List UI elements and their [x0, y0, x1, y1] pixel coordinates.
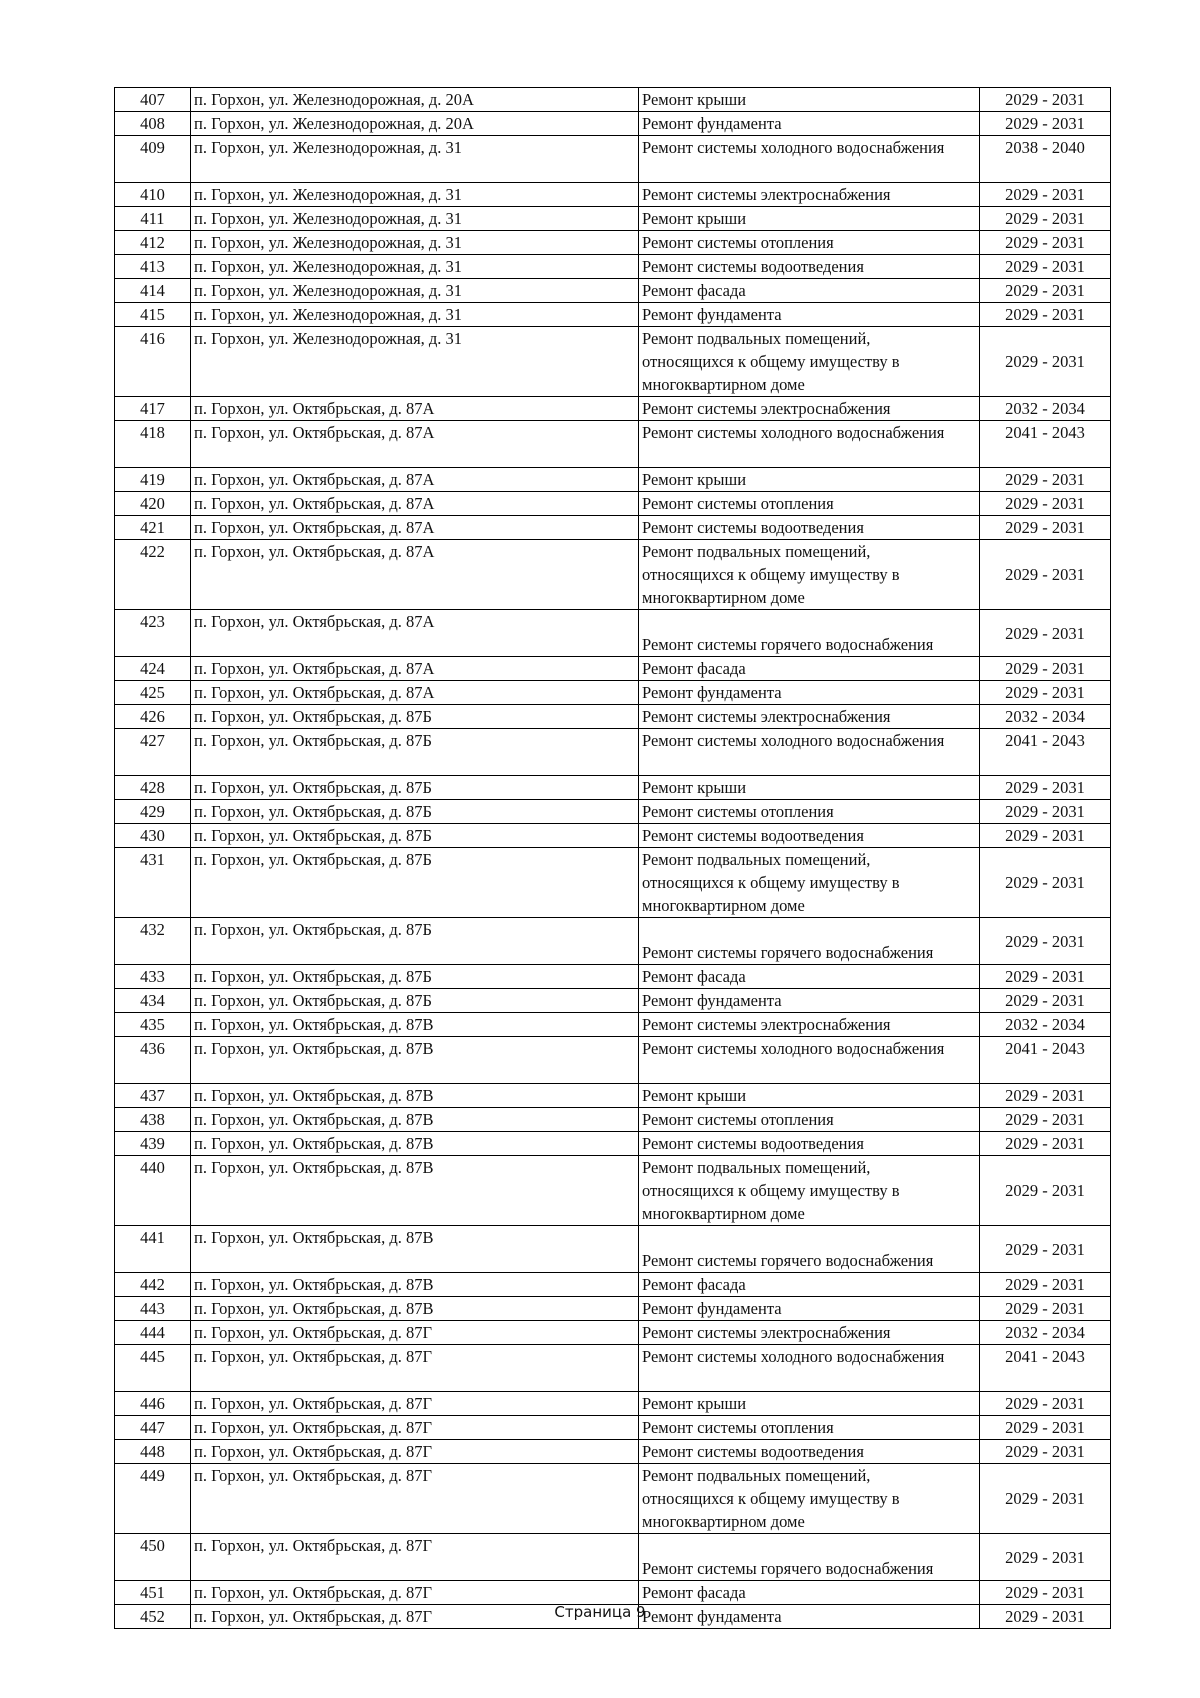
- work-type-cell: Ремонт системы отопления: [639, 800, 980, 824]
- address-cell: п. Горхон, ул. Октябрьская, д. 87Г: [191, 1416, 639, 1440]
- row-number-cell: 443: [115, 1297, 191, 1321]
- row-number-cell: 435: [115, 1013, 191, 1037]
- row-number-cell: 420: [115, 492, 191, 516]
- work-type-cell: Ремонт фасада: [639, 279, 980, 303]
- row-number-cell: 441: [115, 1226, 191, 1273]
- row-number-cell: 411: [115, 207, 191, 231]
- period-cell: 2029 - 2031: [980, 112, 1111, 136]
- table-row: [115, 183, 1111, 207]
- address-cell: п. Горхон, ул. Октябрьская, д. 87Г: [191, 1605, 639, 1629]
- period-cell: 2029 - 2031: [980, 1416, 1111, 1440]
- table-row: [115, 112, 1111, 136]
- row-number-cell: 418: [115, 421, 191, 468]
- work-type-cell: Ремонт подвальных помещений, относящихся к общему имуществу в многоквартирном доме: [639, 1464, 980, 1534]
- period-cell: 2029 - 2031: [980, 1273, 1111, 1297]
- table-row: [115, 800, 1111, 824]
- table-row: [115, 1392, 1111, 1416]
- period-cell: 2029 - 2031: [980, 1226, 1111, 1273]
- row-number-cell: 412: [115, 231, 191, 255]
- address-cell: п. Горхон, ул. Октябрьская, д. 87А: [191, 468, 639, 492]
- period-cell: 2029 - 2031: [980, 1132, 1111, 1156]
- address-cell: п. Горхон, ул. Железнодорожная, д. 31: [191, 255, 639, 279]
- address-cell: п. Горхон, ул. Октябрьская, д. 87А: [191, 540, 639, 610]
- row-number-cell: 451: [115, 1581, 191, 1605]
- row-number-cell: 444: [115, 1321, 191, 1345]
- table-row: [115, 1464, 1111, 1534]
- work-type-cell: Ремонт крыши: [639, 207, 980, 231]
- address-cell: п. Горхон, ул. Октябрьская, д. 87Г: [191, 1534, 639, 1581]
- table-row: [115, 848, 1111, 918]
- table-row: [115, 1416, 1111, 1440]
- row-number-cell: 438: [115, 1108, 191, 1132]
- row-number-cell: 447: [115, 1416, 191, 1440]
- address-cell: п. Горхон, ул. Октябрьская, д. 87Г: [191, 1464, 639, 1534]
- table-row: [115, 965, 1111, 989]
- address-cell: п. Горхон, ул. Октябрьская, д. 87В: [191, 1297, 639, 1321]
- table-row: [115, 681, 1111, 705]
- period-cell: 2029 - 2031: [980, 989, 1111, 1013]
- work-type-cell: Ремонт крыши: [639, 776, 980, 800]
- period-cell: 2029 - 2031: [980, 1440, 1111, 1464]
- work-type-cell: Ремонт системы электроснабжения: [639, 1321, 980, 1345]
- row-number-cell: 429: [115, 800, 191, 824]
- period-cell: 2029 - 2031: [980, 231, 1111, 255]
- work-type-cell: Ремонт системы горячего водоснабжения: [639, 1534, 980, 1581]
- period-cell: 2029 - 2031: [980, 279, 1111, 303]
- address-cell: п. Горхон, ул. Железнодорожная, д. 31: [191, 231, 639, 255]
- row-number-cell: 413: [115, 255, 191, 279]
- row-number-cell: 409: [115, 136, 191, 183]
- work-type-cell: Ремонт системы водоотведения: [639, 516, 980, 540]
- period-cell: 2029 - 2031: [980, 1156, 1111, 1226]
- period-cell: 2032 - 2034: [980, 1321, 1111, 1345]
- work-type-cell: Ремонт крыши: [639, 88, 980, 112]
- address-cell: п. Горхон, ул. Октябрьская, д. 87А: [191, 657, 639, 681]
- work-type-cell: Ремонт системы водоотведения: [639, 1440, 980, 1464]
- address-cell: п. Горхон, ул. Октябрьская, д. 87В: [191, 1132, 639, 1156]
- work-type-cell: Ремонт системы водоотведения: [639, 255, 980, 279]
- work-type-cell: Ремонт крыши: [639, 468, 980, 492]
- period-cell: 2029 - 2031: [980, 303, 1111, 327]
- address-cell: п. Горхон, ул. Железнодорожная, д. 31: [191, 207, 639, 231]
- address-cell: п. Горхон, ул. Октябрьская, д. 87Б: [191, 824, 639, 848]
- table-row: [115, 255, 1111, 279]
- work-type-cell: Ремонт крыши: [639, 1084, 980, 1108]
- work-type-cell: Ремонт системы отопления: [639, 1108, 980, 1132]
- row-number-cell: 434: [115, 989, 191, 1013]
- table-row: [115, 1297, 1111, 1321]
- address-cell: п. Горхон, ул. Октябрьская, д. 87В: [191, 1156, 639, 1226]
- address-cell: п. Горхон, ул. Октябрьская, д. 87Б: [191, 989, 639, 1013]
- work-type-cell: Ремонт фундамента: [639, 681, 980, 705]
- address-cell: п. Горхон, ул. Октябрьская, д. 87Б: [191, 729, 639, 776]
- row-number-cell: 414: [115, 279, 191, 303]
- row-number-cell: 452: [115, 1605, 191, 1629]
- table-row: [115, 279, 1111, 303]
- row-number-cell: 408: [115, 112, 191, 136]
- row-number-cell: 440: [115, 1156, 191, 1226]
- period-cell: 2029 - 2031: [980, 1534, 1111, 1581]
- table-row: [115, 1440, 1111, 1464]
- work-type-cell: Ремонт фасада: [639, 657, 980, 681]
- work-type-cell: Ремонт системы холодного водоснабжения: [639, 1345, 980, 1392]
- period-cell: 2041 - 2043: [980, 1037, 1111, 1084]
- period-cell: 2041 - 2043: [980, 1345, 1111, 1392]
- table-body: [115, 88, 1111, 1629]
- table-row: [115, 207, 1111, 231]
- address-cell: п. Горхон, ул. Октябрьская, д. 87Г: [191, 1581, 639, 1605]
- table-row: [115, 88, 1111, 112]
- table-row: [115, 421, 1111, 468]
- work-type-cell: Ремонт крыши: [639, 1392, 980, 1416]
- period-cell: 2029 - 2031: [980, 681, 1111, 705]
- work-type-cell: Ремонт системы водоотведения: [639, 1132, 980, 1156]
- period-cell: 2041 - 2043: [980, 729, 1111, 776]
- table-row: [115, 1108, 1111, 1132]
- work-type-cell: Ремонт системы горячего водоснабжения: [639, 918, 980, 965]
- address-cell: п. Горхон, ул. Октябрьская, д. 87Б: [191, 918, 639, 965]
- row-number-cell: 449: [115, 1464, 191, 1534]
- row-number-cell: 436: [115, 1037, 191, 1084]
- table-row: [115, 327, 1111, 397]
- table-row: [115, 1156, 1111, 1226]
- period-cell: 2029 - 2031: [980, 1108, 1111, 1132]
- address-cell: п. Горхон, ул. Октябрьская, д. 87Б: [191, 965, 639, 989]
- address-cell: п. Горхон, ул. Октябрьская, д. 87В: [191, 1273, 639, 1297]
- row-number-cell: 410: [115, 183, 191, 207]
- table-row: [115, 1581, 1111, 1605]
- period-cell: 2029 - 2031: [980, 255, 1111, 279]
- work-type-cell: Ремонт подвальных помещений, относящихся к общему имуществу в многоквартирном доме: [639, 1156, 980, 1226]
- address-cell: п. Горхон, ул. Октябрьская, д. 87А: [191, 681, 639, 705]
- period-cell: 2029 - 2031: [980, 1297, 1111, 1321]
- period-cell: 2029 - 2031: [980, 657, 1111, 681]
- table-row: [115, 136, 1111, 183]
- row-number-cell: 445: [115, 1345, 191, 1392]
- period-cell: 2029 - 2031: [980, 468, 1111, 492]
- table-row: [115, 1226, 1111, 1273]
- row-number-cell: 446: [115, 1392, 191, 1416]
- address-cell: п. Горхон, ул. Октябрьская, д. 87А: [191, 516, 639, 540]
- address-cell: п. Горхон, ул. Железнодорожная, д. 31: [191, 327, 639, 397]
- period-cell: 2029 - 2031: [980, 1392, 1111, 1416]
- row-number-cell: 423: [115, 610, 191, 657]
- address-cell: п. Горхон, ул. Железнодорожная, д. 31: [191, 303, 639, 327]
- address-cell: п. Горхон, ул. Железнодорожная, д. 20А: [191, 88, 639, 112]
- address-cell: п. Горхон, ул. Октябрьская, д. 87В: [191, 1037, 639, 1084]
- row-number-cell: 450: [115, 1534, 191, 1581]
- period-cell: 2029 - 2031: [980, 207, 1111, 231]
- period-cell: 2029 - 2031: [980, 824, 1111, 848]
- period-cell: 2029 - 2031: [980, 1084, 1111, 1108]
- address-cell: п. Горхон, ул. Октябрьская, д. 87В: [191, 1084, 639, 1108]
- period-cell: 2029 - 2031: [980, 540, 1111, 610]
- work-type-cell: Ремонт фундамента: [639, 1605, 980, 1629]
- work-type-cell: Ремонт системы отопления: [639, 1416, 980, 1440]
- period-cell: 2029 - 2031: [980, 1605, 1111, 1629]
- period-cell: 2032 - 2034: [980, 1013, 1111, 1037]
- period-cell: 2038 - 2040: [980, 136, 1111, 183]
- period-cell: 2029 - 2031: [980, 327, 1111, 397]
- row-number-cell: 428: [115, 776, 191, 800]
- table-row: [115, 492, 1111, 516]
- work-type-cell: Ремонт системы электроснабжения: [639, 183, 980, 207]
- work-type-cell: Ремонт системы водоотведения: [639, 824, 980, 848]
- period-cell: 2029 - 2031: [980, 800, 1111, 824]
- address-cell: п. Горхон, ул. Железнодорожная, д. 31: [191, 183, 639, 207]
- table-row: [115, 1345, 1111, 1392]
- repair-schedule-table: [114, 87, 1111, 1629]
- table-row: [115, 1321, 1111, 1345]
- work-type-cell: Ремонт системы холодного водоснабжения: [639, 421, 980, 468]
- table-row: [115, 1273, 1111, 1297]
- work-type-cell: Ремонт фундамента: [639, 303, 980, 327]
- work-type-cell: Ремонт подвальных помещений, относящихся к общему имуществу в многоквартирном доме: [639, 327, 980, 397]
- period-cell: 2029 - 2031: [980, 183, 1111, 207]
- address-cell: п. Горхон, ул. Октябрьская, д. 87Б: [191, 848, 639, 918]
- table-row: [115, 1132, 1111, 1156]
- period-cell: 2029 - 2031: [980, 492, 1111, 516]
- period-cell: 2041 - 2043: [980, 421, 1111, 468]
- address-cell: п. Горхон, ул. Железнодорожная, д. 31: [191, 136, 639, 183]
- table-row: [115, 705, 1111, 729]
- address-cell: п. Горхон, ул. Октябрьская, д. 87Г: [191, 1440, 639, 1464]
- table-row: [115, 657, 1111, 681]
- table-row: [115, 918, 1111, 965]
- row-number-cell: 422: [115, 540, 191, 610]
- address-cell: п. Горхон, ул. Октябрьская, д. 87А: [191, 421, 639, 468]
- row-number-cell: 437: [115, 1084, 191, 1108]
- row-number-cell: 431: [115, 848, 191, 918]
- work-type-cell: Ремонт фасада: [639, 1581, 980, 1605]
- page-number: Страница 9: [554, 1603, 646, 1621]
- row-number-cell: 424: [115, 657, 191, 681]
- row-number-cell: 448: [115, 1440, 191, 1464]
- period-cell: 2029 - 2031: [980, 1464, 1111, 1534]
- address-cell: п. Горхон, ул. Октябрьская, д. 87В: [191, 1108, 639, 1132]
- row-number-cell: 421: [115, 516, 191, 540]
- work-type-cell: Ремонт системы отопления: [639, 492, 980, 516]
- row-number-cell: 426: [115, 705, 191, 729]
- address-cell: п. Горхон, ул. Октябрьская, д. 87Г: [191, 1345, 639, 1392]
- work-type-cell: Ремонт системы горячего водоснабжения: [639, 610, 980, 657]
- table-row: [115, 824, 1111, 848]
- table-row: [115, 468, 1111, 492]
- period-cell: 2029 - 2031: [980, 516, 1111, 540]
- row-number-cell: 415: [115, 303, 191, 327]
- work-type-cell: Ремонт системы отопления: [639, 231, 980, 255]
- row-number-cell: 433: [115, 965, 191, 989]
- table-row: [115, 540, 1111, 610]
- address-cell: п. Горхон, ул. Октябрьская, д. 87Г: [191, 1392, 639, 1416]
- table-row: [115, 1013, 1111, 1037]
- address-cell: п. Горхон, ул. Железнодорожная, д. 31: [191, 279, 639, 303]
- row-number-cell: 439: [115, 1132, 191, 1156]
- table-row: [115, 610, 1111, 657]
- address-cell: п. Горхон, ул. Октябрьская, д. 87В: [191, 1013, 639, 1037]
- period-cell: 2029 - 2031: [980, 965, 1111, 989]
- period-cell: 2029 - 2031: [980, 776, 1111, 800]
- table-row: [115, 1037, 1111, 1084]
- row-number-cell: 407: [115, 88, 191, 112]
- address-cell: п. Горхон, ул. Октябрьская, д. 87В: [191, 1226, 639, 1273]
- row-number-cell: 417: [115, 397, 191, 421]
- address-cell: п. Горхон, ул. Железнодорожная, д. 20А: [191, 112, 639, 136]
- work-type-cell: Ремонт системы горячего водоснабжения: [639, 1226, 980, 1273]
- address-cell: п. Горхон, ул. Октябрьская, д. 87Б: [191, 776, 639, 800]
- row-number-cell: 427: [115, 729, 191, 776]
- period-cell: 2029 - 2031: [980, 88, 1111, 112]
- period-cell: 2029 - 2031: [980, 1581, 1111, 1605]
- table-row: [115, 729, 1111, 776]
- period-cell: 2029 - 2031: [980, 918, 1111, 965]
- table-row: [115, 397, 1111, 421]
- work-type-cell: Ремонт системы холодного водоснабжения: [639, 1037, 980, 1084]
- work-type-cell: Ремонт системы холодного водоснабжения: [639, 729, 980, 776]
- period-cell: 2032 - 2034: [980, 397, 1111, 421]
- work-type-cell: Ремонт подвальных помещений, относящихся к общему имуществу в многоквартирном доме: [639, 848, 980, 918]
- work-type-cell: Ремонт фундамента: [639, 989, 980, 1013]
- address-cell: п. Горхон, ул. Октябрьская, д. 87Г: [191, 1321, 639, 1345]
- address-cell: п. Горхон, ул. Октябрьская, д. 87А: [191, 610, 639, 657]
- address-cell: п. Горхон, ул. Октябрьская, д. 87А: [191, 492, 639, 516]
- work-type-cell: Ремонт фундамента: [639, 1297, 980, 1321]
- table-row: [115, 1534, 1111, 1581]
- work-type-cell: Ремонт системы электроснабжения: [639, 705, 980, 729]
- period-cell: 2029 - 2031: [980, 848, 1111, 918]
- row-number-cell: 425: [115, 681, 191, 705]
- table-row: [115, 776, 1111, 800]
- table-row: [115, 989, 1111, 1013]
- address-cell: п. Горхон, ул. Октябрьская, д. 87А: [191, 397, 639, 421]
- table-row: [115, 516, 1111, 540]
- work-type-cell: Ремонт фундамента: [639, 112, 980, 136]
- table-row: [115, 1084, 1111, 1108]
- row-number-cell: 442: [115, 1273, 191, 1297]
- work-type-cell: Ремонт системы холодного водоснабжения: [639, 136, 980, 183]
- work-type-cell: Ремонт фасада: [639, 965, 980, 989]
- row-number-cell: 430: [115, 824, 191, 848]
- work-type-cell: Ремонт системы электроснабжения: [639, 1013, 980, 1037]
- table-row: [115, 303, 1111, 327]
- work-type-cell: Ремонт подвальных помещений, относящихся к общему имуществу в многоквартирном доме: [639, 540, 980, 610]
- work-type-cell: Ремонт фасада: [639, 1273, 980, 1297]
- address-cell: п. Горхон, ул. Октябрьская, д. 87Б: [191, 705, 639, 729]
- table-row: [115, 231, 1111, 255]
- period-cell: 2029 - 2031: [980, 610, 1111, 657]
- row-number-cell: 416: [115, 327, 191, 397]
- work-type-cell: Ремонт системы электроснабжения: [639, 397, 980, 421]
- row-number-cell: 432: [115, 918, 191, 965]
- address-cell: п. Горхон, ул. Октябрьская, д. 87Б: [191, 800, 639, 824]
- period-cell: 2032 - 2034: [980, 705, 1111, 729]
- row-number-cell: 419: [115, 468, 191, 492]
